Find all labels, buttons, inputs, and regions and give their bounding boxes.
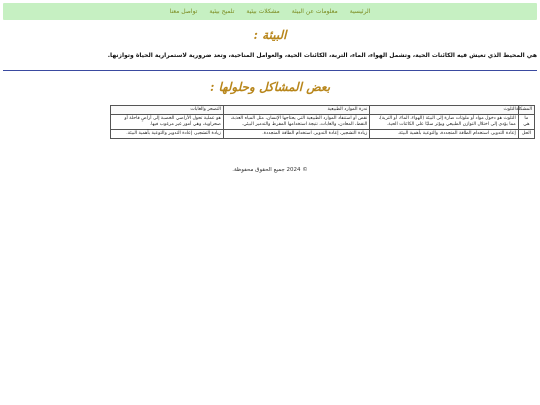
divider: [3, 70, 537, 71]
nav-link-contact[interactable]: تواصل معنا: [169, 8, 198, 15]
header-resource-scarcity: ندرة الموارد الطبيعية: [223, 106, 369, 115]
table-cell: هو عملية تحول الأراضي الخصبة إلى أراضٍ قاحلة أو صحراوية، وهي أمور غير مرغوب فيها.: [111, 115, 224, 130]
table-cell: إعادة التدوير، استخدام الطاقة المتجددة، والتوعية بأهمية البيئة.: [370, 130, 518, 139]
nav-link-environmental-problems[interactable]: مشكلات بيئية: [246, 8, 280, 15]
footer-copyright: © 2024 جميع الحقوق محفوظة.: [232, 167, 308, 173]
nav-link-home[interactable]: الرئيسية: [349, 8, 371, 15]
table-cell: التلوث هو دخول مواد أو ملوثات ضارة إلى البيئة (الهواء، الماء، أو التربة)، مما يؤدي إلى اختلال التوازن الطبيعي ويؤثر سلبًا على الكائنات الحية.: [370, 115, 518, 130]
header-pollution: التلوث: [370, 106, 518, 115]
problems-table: [110, 105, 535, 139]
table-row: [111, 115, 535, 130]
intro-paragraph: هي المحيط الذي تعيش فيه الكائنات الحية، وتشمل الهواء، الماء، التربة، الكائنات الحية، والعوامل المناخية، وتعد ضرورية لاستمرارية الحياة وتوازنها.: [107, 52, 537, 59]
nav-link-about-environment[interactable]: معلومات عن البيئة: [291, 8, 338, 15]
nav-link-environment-tips[interactable]: تلميح بيئية: [209, 8, 235, 15]
section-title: بعض المشاكل وحلولها :: [209, 80, 331, 94]
header-problem: المشكلة: [518, 106, 534, 115]
table-row: [111, 130, 535, 139]
row-label-solution: الحل: [518, 130, 534, 139]
page-title: البيئة :: [253, 28, 287, 42]
table-cell: نقص أو استنفاد الموارد الطبيعية التي يحتاجها الإنسان، مثل المياه العذبة، النفط، المعادن، والغابات، نتيجة استخدامها المفرط والتدمير البيئي.: [223, 115, 369, 130]
table-header-row: [111, 106, 535, 115]
top-nav: [3, 3, 537, 20]
table-cell: زيادة التشجير، إعادة التدوير والتوعية بأهمية البيئة.: [111, 130, 224, 139]
header-desertification: التصحر والغابات: [111, 106, 224, 115]
row-label-what: ما هي: [518, 115, 534, 130]
table-cell: زيادة التشجير، إعادة التدوير، استخدام الطاقة المتجددة.: [223, 130, 369, 139]
